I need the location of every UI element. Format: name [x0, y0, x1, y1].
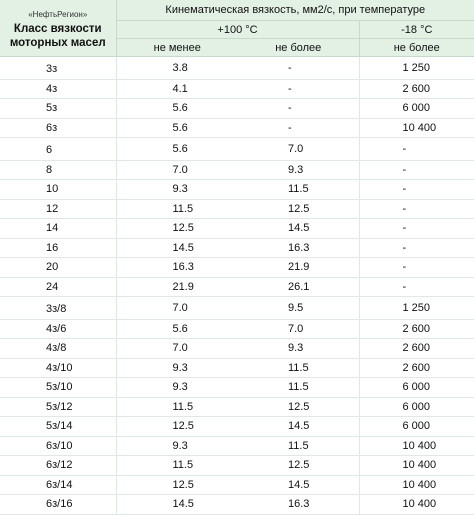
table-row: [0, 319, 474, 339]
table-row: [0, 495, 474, 515]
class-cell: 6з/12: [0, 456, 116, 476]
min-100-cell: 9.3: [116, 180, 238, 200]
table-row: [0, 297, 474, 320]
min-100-cell: 7.0: [116, 339, 238, 359]
max-100-cell: 11.5: [238, 436, 359, 456]
max-minus18-cell: -: [359, 219, 474, 239]
table-row: [0, 99, 474, 119]
table-row: [0, 180, 474, 200]
min-100-cell: 14.5: [116, 238, 238, 258]
min-100-cell: 9.3: [116, 358, 238, 378]
class-cell: 24: [0, 277, 116, 297]
min-100-cell: 5.6: [116, 99, 238, 119]
max-100-cell: 26.1: [238, 277, 359, 297]
table-row: [0, 397, 474, 417]
min-100-cell: 12.5: [116, 417, 238, 437]
class-cell: 12: [0, 199, 116, 219]
class-cell: 5з: [0, 99, 116, 119]
max-minus18-cell: 2 600: [359, 319, 474, 339]
max-100-cell: -: [238, 118, 359, 138]
max-100-cell: -: [238, 57, 359, 80]
max-100-cell: 7.0: [238, 138, 359, 161]
max-100-cell: -: [238, 99, 359, 119]
max-minus18-cell: 1 250: [359, 297, 474, 320]
table-row: [0, 238, 474, 258]
min-100-cell: 9.3: [116, 436, 238, 456]
max-minus18-cell: 6 000: [359, 417, 474, 437]
class-cell: 4з/6: [0, 319, 116, 339]
class-cell: 6: [0, 138, 116, 161]
min-100-cell: 3.8: [116, 57, 238, 80]
max-100-cell: 9.5: [238, 297, 359, 320]
max-minus18-cell: 2 600: [359, 358, 474, 378]
min-100-cell: 9.3: [116, 378, 238, 398]
class-cell: 8: [0, 160, 116, 180]
max-100-cell: -: [238, 79, 359, 99]
cold-max-header: не более: [359, 39, 474, 57]
class-cell: 3з: [0, 57, 116, 80]
min-100-cell: 7.0: [116, 297, 238, 320]
min-100-cell: 5.6: [116, 118, 238, 138]
max-minus18-cell: 1 250: [359, 57, 474, 80]
max-minus18-cell: -: [359, 238, 474, 258]
min-100-cell: 11.5: [116, 456, 238, 476]
max-100-cell: 14.5: [238, 219, 359, 239]
min-100-cell: 7.0: [116, 160, 238, 180]
max-minus18-cell: -: [359, 160, 474, 180]
class-cell: 6з: [0, 118, 116, 138]
max-100-cell: 12.5: [238, 199, 359, 219]
min-100-cell: 12.5: [116, 219, 238, 239]
class-header-cell: [0, 0, 116, 57]
max-100-cell: 11.5: [238, 358, 359, 378]
max-minus18-cell: 10 400: [359, 436, 474, 456]
table-row: [0, 378, 474, 398]
table-row: [0, 475, 474, 495]
class-cell: 10: [0, 180, 116, 200]
class-cell: 6з/10: [0, 436, 116, 456]
table-row: [0, 358, 474, 378]
max-minus18-cell: 6 000: [359, 397, 474, 417]
max-minus18-cell: -: [359, 277, 474, 297]
table-row: [0, 57, 474, 80]
max-100-cell: 14.5: [238, 475, 359, 495]
min-100-cell: 5.6: [116, 319, 238, 339]
max-minus18-cell: 10 400: [359, 118, 474, 138]
table-row: [0, 277, 474, 297]
max-minus18-cell: -: [359, 138, 474, 161]
min-100-cell: 21.9: [116, 277, 238, 297]
max-100-cell: 12.5: [238, 397, 359, 417]
min-100-cell: 11.5: [116, 397, 238, 417]
max-minus18-cell: 10 400: [359, 456, 474, 476]
class-cell: 14: [0, 219, 116, 239]
class-cell: 4з: [0, 79, 116, 99]
max-100-cell: 14.5: [238, 417, 359, 437]
hot-max-header: не более: [238, 39, 359, 57]
max-minus18-cell: -: [359, 180, 474, 200]
table-row: [0, 219, 474, 239]
temp-hot-header: +100 °С: [116, 21, 359, 39]
brand-label: «НефтьРегион»: [28, 10, 88, 19]
table-row: [0, 79, 474, 99]
min-100-cell: 11.5: [116, 199, 238, 219]
table-row: [0, 417, 474, 437]
max-minus18-cell: 6 000: [359, 99, 474, 119]
max-100-cell: 21.9: [238, 258, 359, 278]
max-minus18-cell: 10 400: [359, 475, 474, 495]
class-cell: 4з/8: [0, 339, 116, 359]
class-cell: 6з/16: [0, 495, 116, 515]
min-100-cell: 14.5: [116, 495, 238, 515]
class-cell: 4з/10: [0, 358, 116, 378]
table-row: [0, 339, 474, 359]
class-cell: 6з/14: [0, 475, 116, 495]
table-row: [0, 456, 474, 476]
max-minus18-cell: -: [359, 199, 474, 219]
max-100-cell: 16.3: [238, 495, 359, 515]
temp-cold-header: -18 °С: [359, 21, 474, 39]
class-cell: 3з/8: [0, 297, 116, 320]
min-100-cell: 16.3: [116, 258, 238, 278]
class-cell: 16: [0, 238, 116, 258]
min-100-cell: 12.5: [116, 475, 238, 495]
class-cell: 5з/12: [0, 397, 116, 417]
table-row: [0, 160, 474, 180]
max-100-cell: 11.5: [238, 180, 359, 200]
min-100-cell: 4.1: [116, 79, 238, 99]
table-row: [0, 199, 474, 219]
table-row: [0, 258, 474, 278]
max-minus18-cell: -: [359, 258, 474, 278]
hot-min-header: не менее: [116, 39, 238, 57]
viscosity-main-header: Кинематическая вязкость, мм2/с, при температуре: [116, 0, 474, 21]
max-minus18-cell: 2 600: [359, 79, 474, 99]
max-minus18-cell: 6 000: [359, 378, 474, 398]
max-minus18-cell: 2 600: [359, 339, 474, 359]
class-cell: 20: [0, 258, 116, 278]
max-100-cell: 11.5: [238, 378, 359, 398]
class-cell: 5з/10: [0, 378, 116, 398]
table-row: [0, 138, 474, 161]
max-minus18-cell: 10 400: [359, 495, 474, 515]
class-column-header: Класс вязкости моторных масел: [9, 23, 106, 49]
max-100-cell: 16.3: [238, 238, 359, 258]
min-100-cell: 5.6: [116, 138, 238, 161]
max-100-cell: 9.3: [238, 339, 359, 359]
table-row: [0, 118, 474, 138]
max-100-cell: 12.5: [238, 456, 359, 476]
table-row: [0, 436, 474, 456]
max-100-cell: 9.3: [238, 160, 359, 180]
class-cell: 5з/14: [0, 417, 116, 437]
max-100-cell: 7.0: [238, 319, 359, 339]
